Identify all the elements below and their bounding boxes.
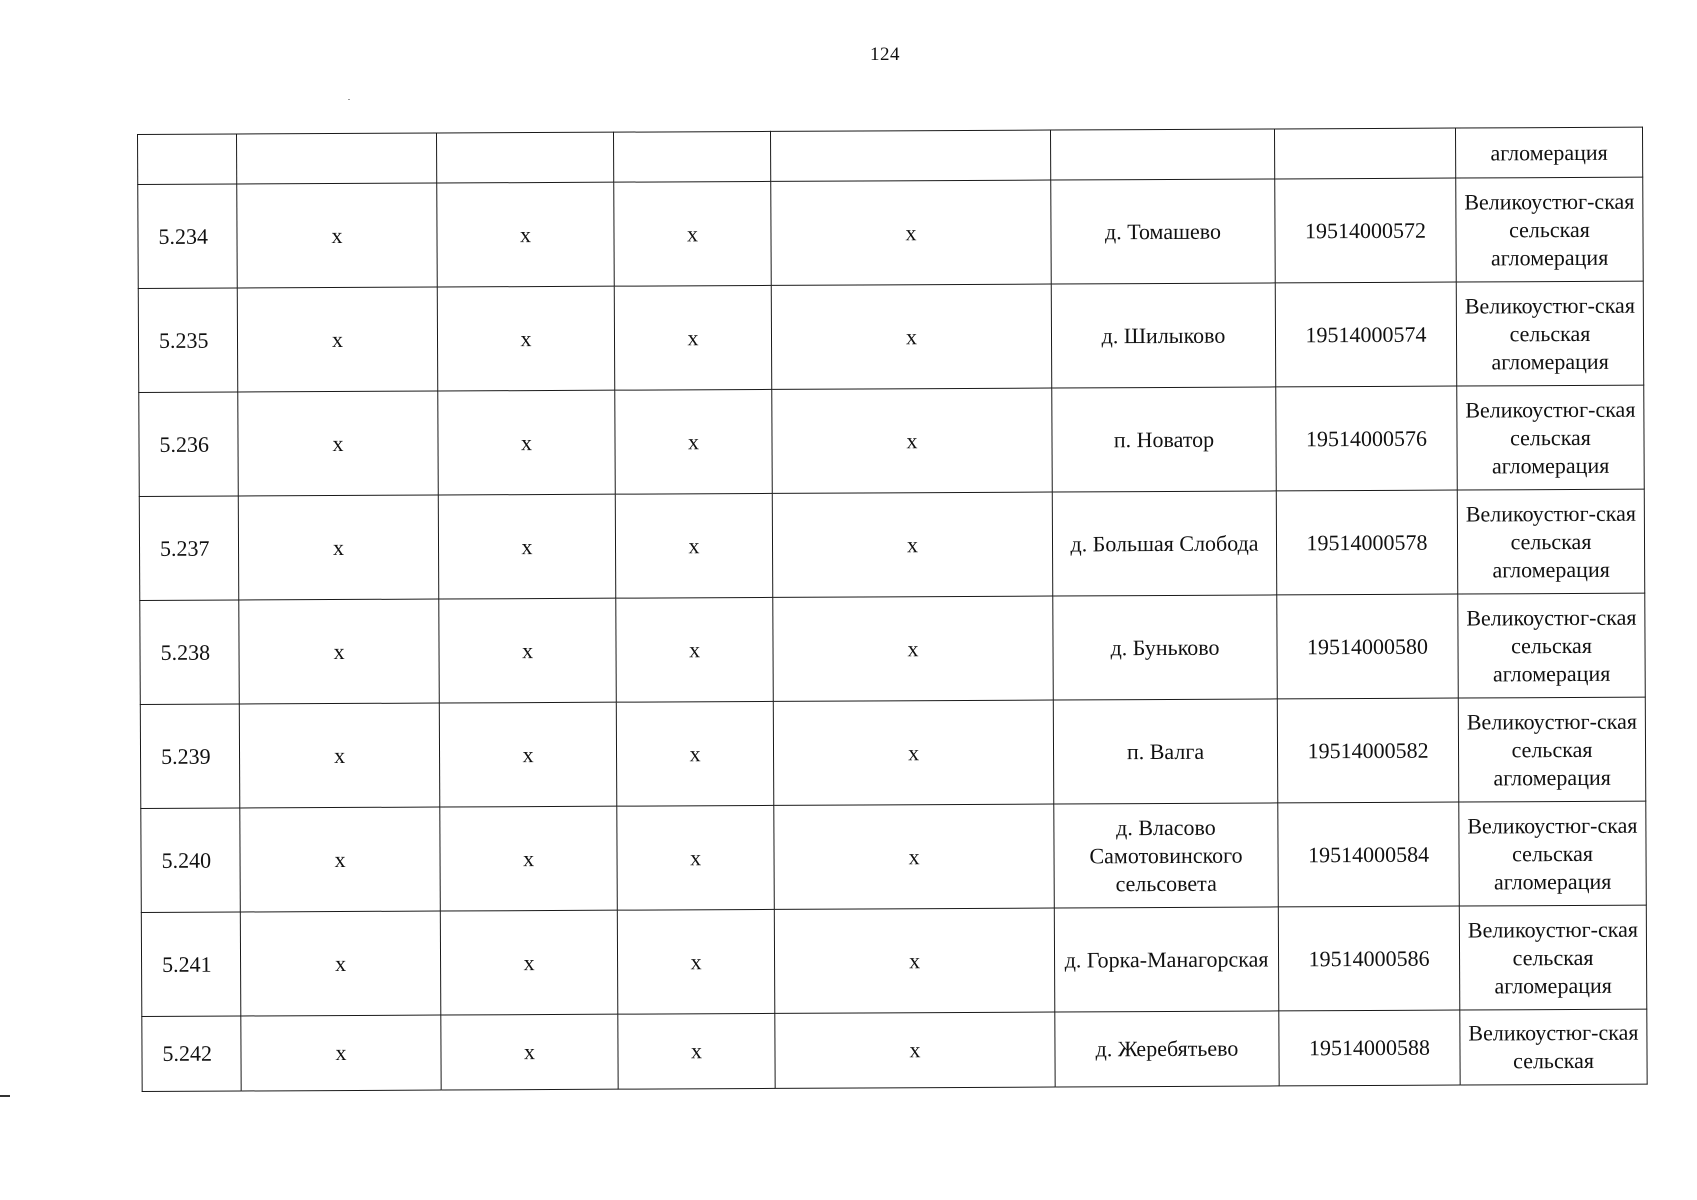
region-cell: Великоустюг-ская сельская агломерация: [1459, 905, 1647, 1010]
settlement-name-cell: д. Большая Слобода: [1052, 491, 1277, 596]
x-cell: х: [774, 908, 1055, 1013]
x-cell: х: [439, 598, 617, 703]
row-number-cell: 5.239: [140, 704, 240, 808]
table-row: [139, 385, 1644, 496]
scan-speck: [348, 99, 350, 100]
settlement-name-cell: д. Буньково: [1053, 595, 1278, 700]
x-cell: х: [437, 286, 615, 391]
x-cell: х: [773, 700, 1054, 805]
x-cell: х: [438, 494, 616, 599]
x-cell: х: [240, 911, 441, 1016]
row-number-cell: 5.242: [142, 1016, 241, 1091]
settlement-name-cell: д. Власово Самотовинского сельсовета: [1054, 803, 1279, 908]
x-cell: х: [616, 597, 774, 702]
table-row: [138, 281, 1643, 392]
x-cell: х: [618, 1013, 775, 1089]
x-cell: х: [240, 807, 441, 912]
oktmo-code-cell: 19514000572: [1275, 178, 1457, 283]
x-cell: х: [241, 1015, 441, 1091]
table-row: [142, 1009, 1647, 1091]
x-cell: х: [238, 495, 439, 600]
table-cell: [436, 132, 613, 183]
region-cell: агломерация: [1455, 127, 1642, 178]
table-cell: [1274, 128, 1455, 179]
row-number-cell: 5.234: [138, 184, 238, 288]
row-number-cell: 5.238: [140, 600, 240, 704]
region-cell: Великоустюг-ская сельская: [1460, 1009, 1647, 1085]
x-cell: х: [617, 805, 775, 910]
x-cell: х: [773, 596, 1054, 701]
x-cell: х: [771, 180, 1052, 285]
table-row: [141, 905, 1646, 1016]
x-cell: х: [775, 1012, 1055, 1088]
oktmo-code-cell: 19514000584: [1278, 802, 1460, 907]
oktmo-code-cell: 19514000576: [1276, 386, 1458, 491]
region-cell: Великоустюг-ская сельская агломерация: [1458, 593, 1646, 698]
row-number-cell: 5.235: [138, 288, 238, 392]
row-number-cell: 5.240: [141, 808, 241, 912]
settlement-name-cell: д. Горка-Манагорская: [1054, 907, 1279, 1012]
oktmo-code-cell: 19514000580: [1277, 594, 1459, 699]
x-cell: х: [439, 702, 617, 807]
x-cell: х: [614, 285, 772, 390]
table-container: [137, 127, 1647, 1092]
settlement-name-cell: п. Валга: [1053, 699, 1278, 804]
row-number-cell: 5.241: [141, 912, 241, 1016]
x-cell: х: [239, 703, 440, 808]
table-row: [138, 177, 1643, 288]
region-cell: Великоустюг-ская сельская агломерация: [1457, 489, 1645, 594]
table-row: [141, 801, 1646, 912]
x-cell: х: [772, 492, 1053, 597]
table-body: [138, 127, 1648, 1091]
row-number-cell: 5.236: [139, 392, 239, 496]
row-number-cell: 5.237: [139, 496, 239, 600]
x-cell: х: [437, 182, 615, 287]
x-cell: х: [772, 388, 1053, 493]
table-row: [140, 593, 1645, 704]
continuation-row: [138, 127, 1643, 184]
x-cell: х: [615, 493, 773, 598]
oktmo-code-cell: 19514000582: [1277, 698, 1459, 803]
settlement-name-cell: д. Томашево: [1051, 179, 1276, 284]
oktmo-code-cell: 19514000574: [1275, 282, 1457, 387]
oktmo-code-cell: 19514000588: [1279, 1010, 1460, 1086]
table-cell: [237, 133, 437, 184]
x-cell: х: [440, 910, 618, 1015]
region-cell: Великоустюг-ская сельская агломерация: [1459, 801, 1647, 906]
x-cell: х: [614, 181, 772, 286]
x-cell: х: [615, 389, 773, 494]
x-cell: х: [440, 806, 618, 911]
settlement-name-cell: п. Новатор: [1052, 387, 1277, 492]
x-cell: х: [237, 183, 438, 288]
oktmo-code-cell: 19514000578: [1276, 490, 1458, 595]
settlements-table: [137, 127, 1648, 1092]
region-cell: Великоустюг-ская сельская агломерация: [1456, 177, 1644, 282]
margin-mark: [0, 1095, 10, 1097]
settlement-name-cell: д. Жеребятьево: [1055, 1011, 1279, 1087]
x-cell: х: [237, 287, 438, 392]
page-number: 124: [870, 44, 900, 65]
table-cell: [770, 130, 1050, 181]
x-cell: х: [238, 391, 439, 496]
x-cell: х: [771, 284, 1052, 389]
x-cell: х: [438, 390, 616, 495]
table-cell: [138, 134, 237, 184]
x-cell: х: [616, 701, 774, 806]
table-row: [139, 489, 1644, 600]
table-row: [140, 697, 1645, 808]
oktmo-code-cell: 19514000586: [1278, 906, 1460, 1011]
settlement-name-cell: д. Шилыково: [1051, 283, 1276, 388]
region-cell: Великоустюг-ская сельская агломерация: [1456, 281, 1644, 386]
table-cell: [613, 131, 770, 182]
x-cell: х: [441, 1014, 618, 1090]
x-cell: х: [774, 804, 1055, 909]
x-cell: х: [617, 909, 775, 1014]
region-cell: Великоустюг-ская сельская агломерация: [1458, 697, 1646, 802]
table-cell: [1050, 129, 1274, 180]
region-cell: Великоустюг-ская сельская агломерация: [1457, 385, 1645, 490]
x-cell: х: [239, 599, 440, 704]
